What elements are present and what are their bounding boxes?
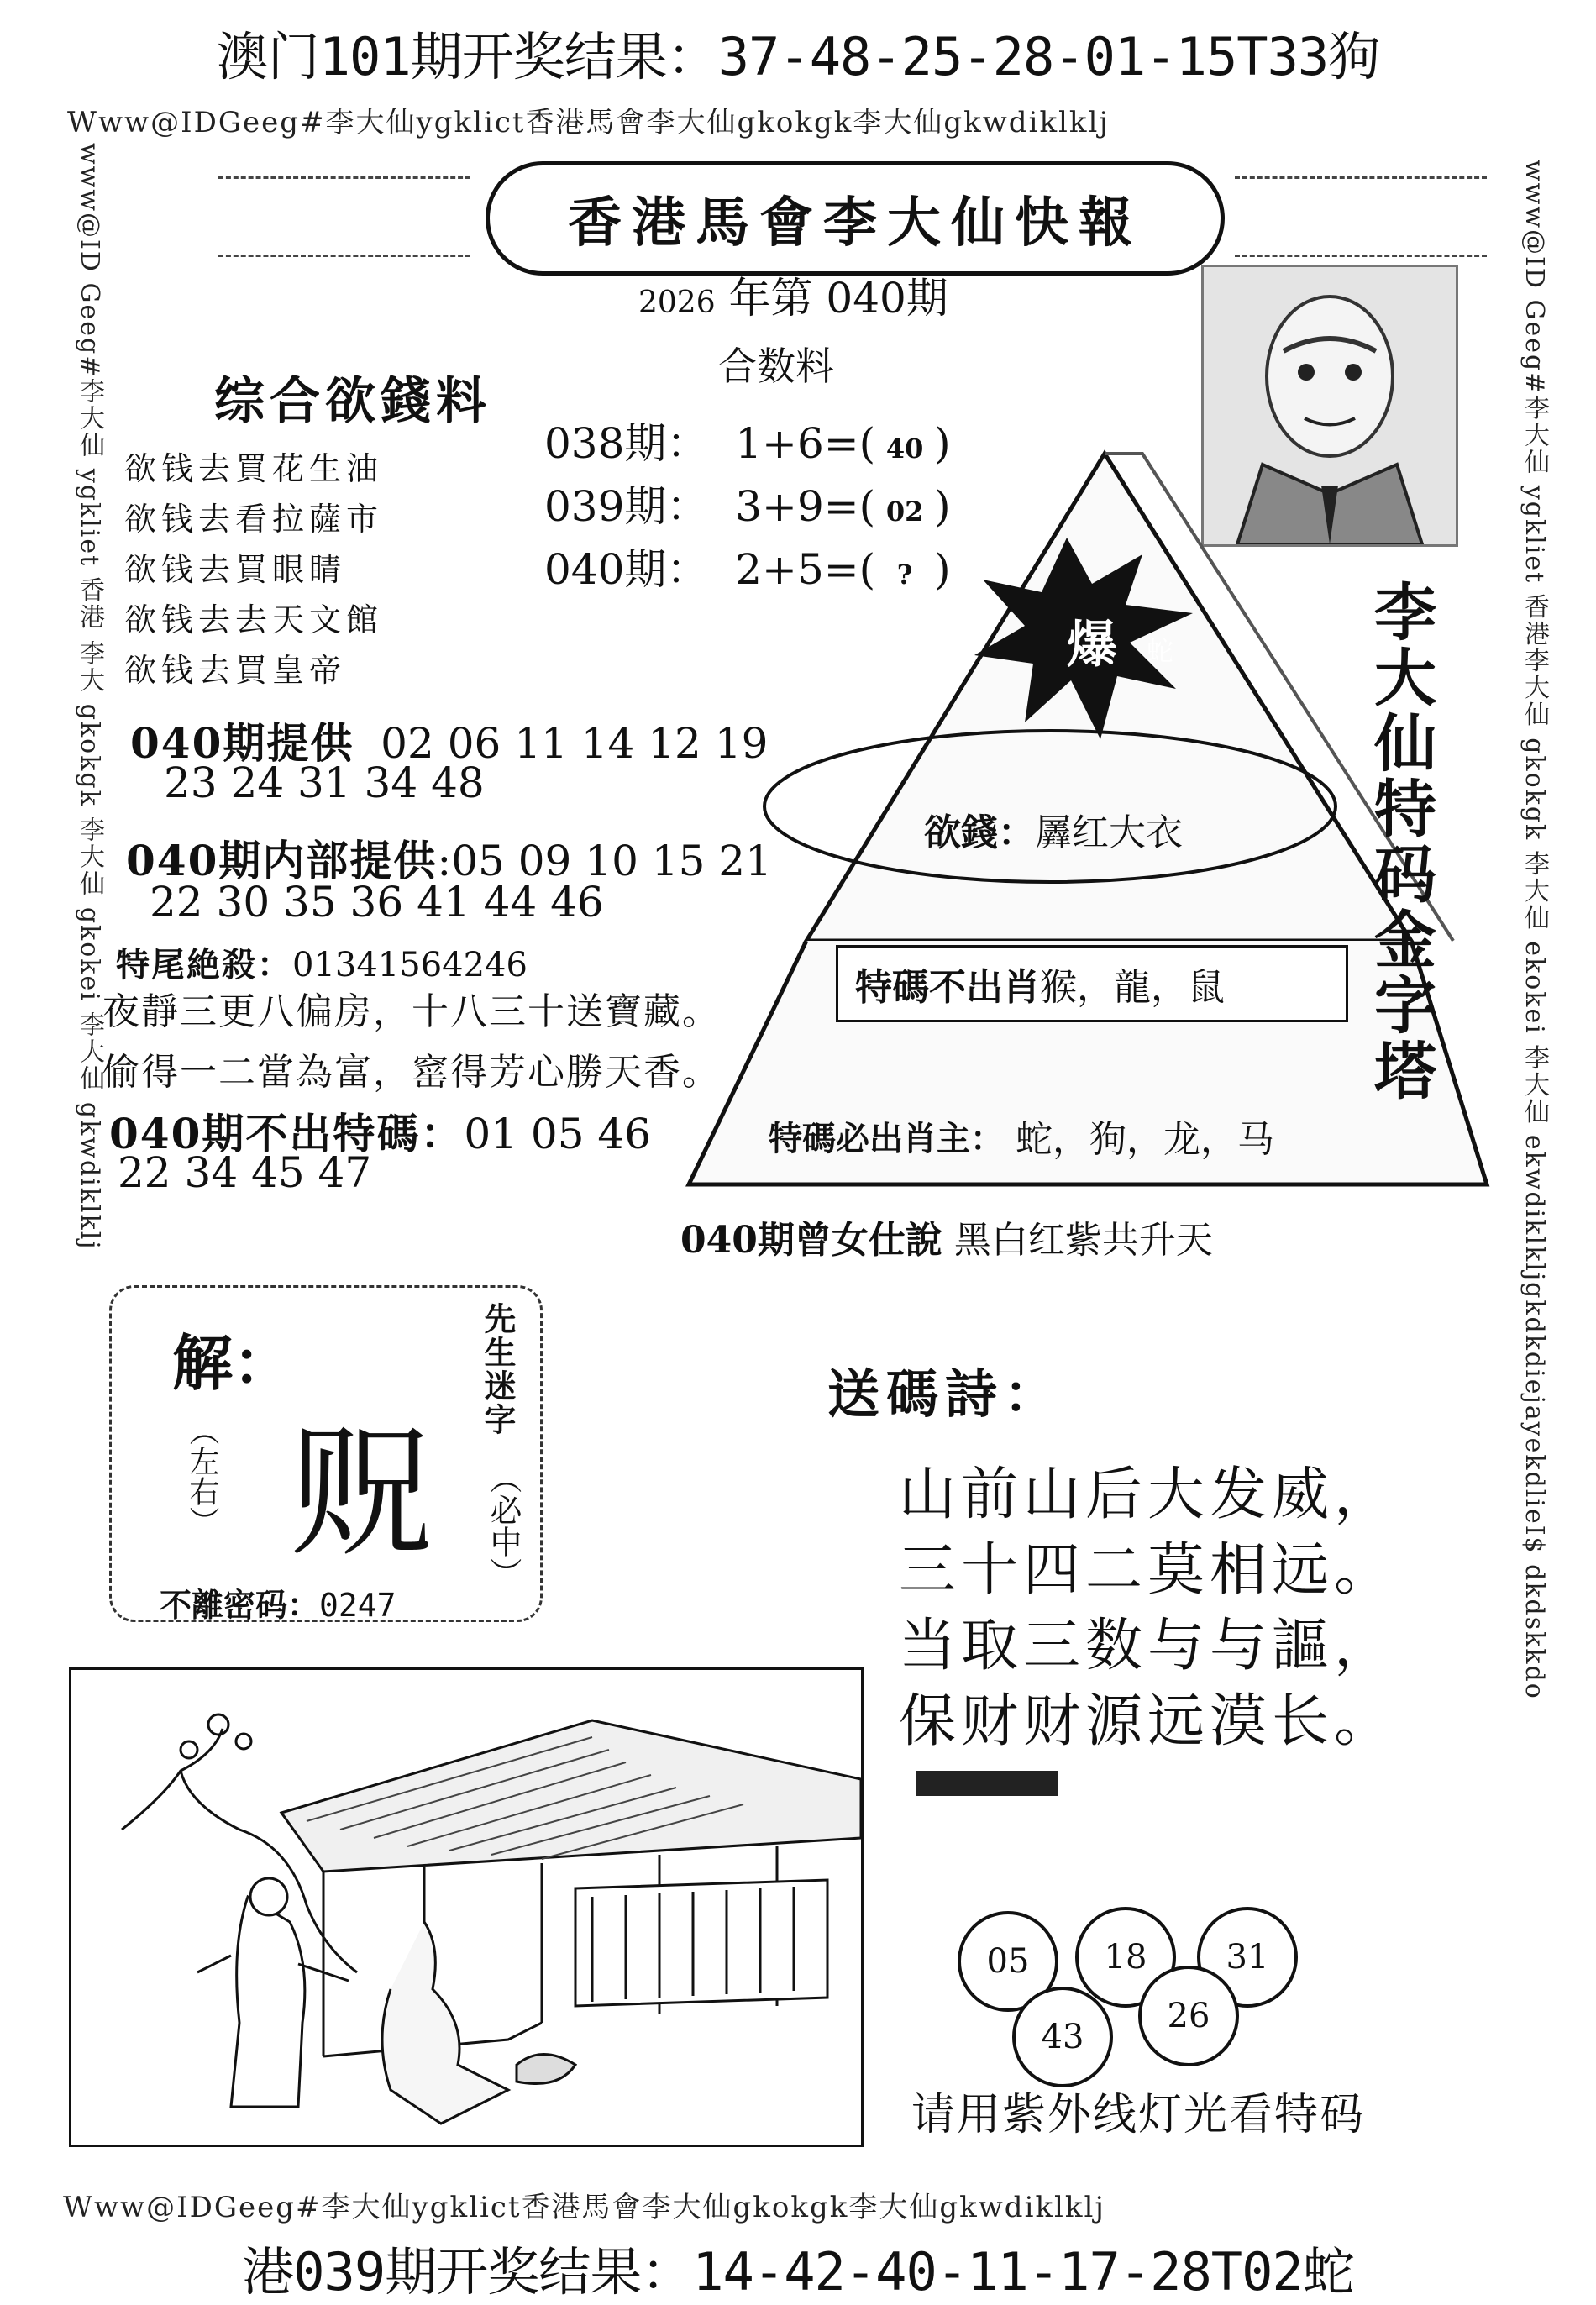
math-close: ) bbox=[934, 482, 951, 531]
secret-label: 不離密码： bbox=[160, 1587, 320, 1624]
watermark-right: www@ID Geeg#李大仙 ygkliet 香港李大仙 gkokgk 李大仙 ekokei 李大仙 ekwdiklkljgkdkdiejayekdlieI$ dkdskkdo bbox=[1520, 160, 1549, 1700]
lady-says-row bbox=[680, 1210, 1213, 1263]
number-ball: 18 bbox=[1075, 1907, 1176, 2008]
top-result-banner: 澳门101期开奖结果：37-48-25-28-01-15T33狗 bbox=[216, 26, 1380, 87]
math-close: ) bbox=[934, 545, 951, 594]
riddle-title: 综合欲錢料 bbox=[214, 372, 491, 431]
number-ball: 43 bbox=[1012, 1987, 1113, 2087]
math-answer: 40 bbox=[885, 433, 924, 465]
must-show-label: 特碼必出肖主： bbox=[769, 1118, 1004, 1158]
solution-side-hint: （必中） bbox=[485, 1462, 522, 1589]
house-scholar-illustration bbox=[71, 1670, 861, 2145]
poem-title: 送碼詩： bbox=[827, 1363, 1063, 1425]
math-answer: ? bbox=[896, 559, 913, 591]
lady-says-value: 黑白红紫共升天 bbox=[953, 1219, 1213, 1262]
no-show-box bbox=[836, 945, 1348, 1022]
poem-line: 三十四二莫相远。 bbox=[899, 1537, 1397, 1604]
provide-label: 040期提供 bbox=[130, 718, 354, 768]
burst-zodiac: 蛇 bbox=[1147, 635, 1174, 667]
must-show-box bbox=[752, 1099, 1453, 1173]
solution-char: 贶 bbox=[290, 1410, 433, 1577]
riddle-line: 欲钱去買花生油 bbox=[124, 450, 384, 487]
heshu-title: 合数料 bbox=[718, 344, 834, 389]
provide-numbers-1: 02 06 11 14 12 19 bbox=[381, 719, 769, 768]
math-answer: 02 bbox=[885, 496, 924, 528]
tail-kill bbox=[116, 938, 528, 986]
solution-side: 先生迷字 bbox=[479, 1302, 517, 1436]
newspaper-title: 香港馬會李大仙快報 bbox=[486, 161, 1225, 276]
riddle-line: 欲钱去買眼睛 bbox=[124, 551, 347, 588]
verse-line: 夜靜三更八偏房，十八三十送寶藏。 bbox=[102, 990, 721, 1033]
smudge-mark bbox=[916, 1771, 1058, 1796]
burst-char: 爆 bbox=[1067, 616, 1117, 675]
lady-says-label: 040期曾女仕說 bbox=[680, 1219, 942, 1262]
math-expr: 3+9=( bbox=[735, 482, 876, 531]
no-show-label: 特碼不出肖 bbox=[855, 966, 1040, 1009]
secret-value: 0247 bbox=[319, 1587, 396, 1624]
illustration-frame bbox=[69, 1667, 864, 2147]
poem-line: 山前山后大发威， bbox=[899, 1462, 1397, 1528]
issue-year: 2026 bbox=[638, 286, 716, 320]
internal-numbers-1: :05 09 10 15 21 bbox=[437, 837, 772, 885]
jie-colon: ： bbox=[233, 1327, 294, 1399]
number-ball: 26 bbox=[1138, 1966, 1239, 2066]
jie-char: 解 bbox=[172, 1327, 234, 1399]
uv-note: 请用紫外线灯光看特码 bbox=[911, 2090, 1366, 2140]
internal-label: 040期内部提供 bbox=[126, 836, 438, 885]
riddle-line: 欲钱去買皇帝 bbox=[124, 652, 347, 689]
issue-number: 年第 040期 bbox=[728, 274, 948, 323]
poem-line: 保财财源远漠长。 bbox=[899, 1688, 1397, 1755]
math-label: 038期： bbox=[544, 419, 709, 468]
issue-line bbox=[638, 265, 948, 325]
watermark-left: www@ID Geeg#李大仙 ygkliet 香港 李大 gkokgk 李大仙 gkokei 李大仙 gkwdiklklj bbox=[75, 143, 104, 1251]
no-show-value: 猴，龍，鼠 bbox=[1040, 966, 1225, 1009]
watermark-top: Www@IDGeeg#李大仙ygklict香港馬會李大仙gkokgk李大仙gkwdiklklj bbox=[67, 106, 1110, 139]
provide-numbers-2: 23 24 31 34 48 bbox=[164, 759, 485, 807]
math-label: 039期： bbox=[544, 482, 709, 531]
tail-kill-label: 特尾絶殺： bbox=[116, 945, 292, 984]
solution-jie bbox=[172, 1315, 293, 1402]
watermark-bottom: Www@IDGeeg#李大仙ygklict香港馬會李大仙gkokgk李大仙gkwdiklklj bbox=[63, 2191, 1105, 2224]
internal-numbers-2: 22 30 35 36 41 44 46 bbox=[150, 878, 604, 927]
riddle-line: 欲钱去去天文館 bbox=[124, 601, 384, 638]
wish-label: 欲錢： bbox=[924, 811, 1035, 854]
number-ball: 05 bbox=[958, 1911, 1058, 2012]
poem-line: 当取三数与与謳， bbox=[899, 1613, 1397, 1679]
tail-kill-value: 01341564246 bbox=[292, 946, 528, 984]
riddle-line: 欲钱去看拉薩市 bbox=[124, 501, 384, 538]
math-label: 040期： bbox=[544, 545, 709, 594]
number-ball: 31 bbox=[1197, 1907, 1298, 2008]
wish-row bbox=[924, 802, 1183, 856]
verse-line: 偷得一二當為富，窰得芳心勝天香。 bbox=[102, 1051, 721, 1094]
not-special-label: 040期不出特碼： bbox=[109, 1109, 465, 1158]
must-show-value: 蛇，狗，龙，马 bbox=[1016, 1118, 1274, 1161]
solution-hint: （左右） bbox=[185, 1415, 219, 1536]
math-expr: 1+6=( bbox=[735, 419, 876, 468]
wish-value: 羼红大衣 bbox=[1035, 811, 1183, 854]
not-special-numbers-1: 01 05 46 bbox=[464, 1110, 652, 1158]
scroll-decoration-left bbox=[218, 176, 470, 257]
bottom-result-banner: 港039期开奖结果：14-42-40-11-17-28T02蛇 bbox=[242, 2241, 1354, 2302]
scroll-decoration-right bbox=[1235, 176, 1487, 257]
secret-code-row bbox=[160, 1579, 396, 1625]
math-expr: 2+5=( bbox=[735, 545, 876, 594]
math-close: ) bbox=[934, 419, 951, 468]
not-special-numbers-2: 22 34 45 47 bbox=[118, 1148, 372, 1197]
pyramid-vertical-title: 李大仙特码金字塔 bbox=[1364, 580, 1436, 1104]
